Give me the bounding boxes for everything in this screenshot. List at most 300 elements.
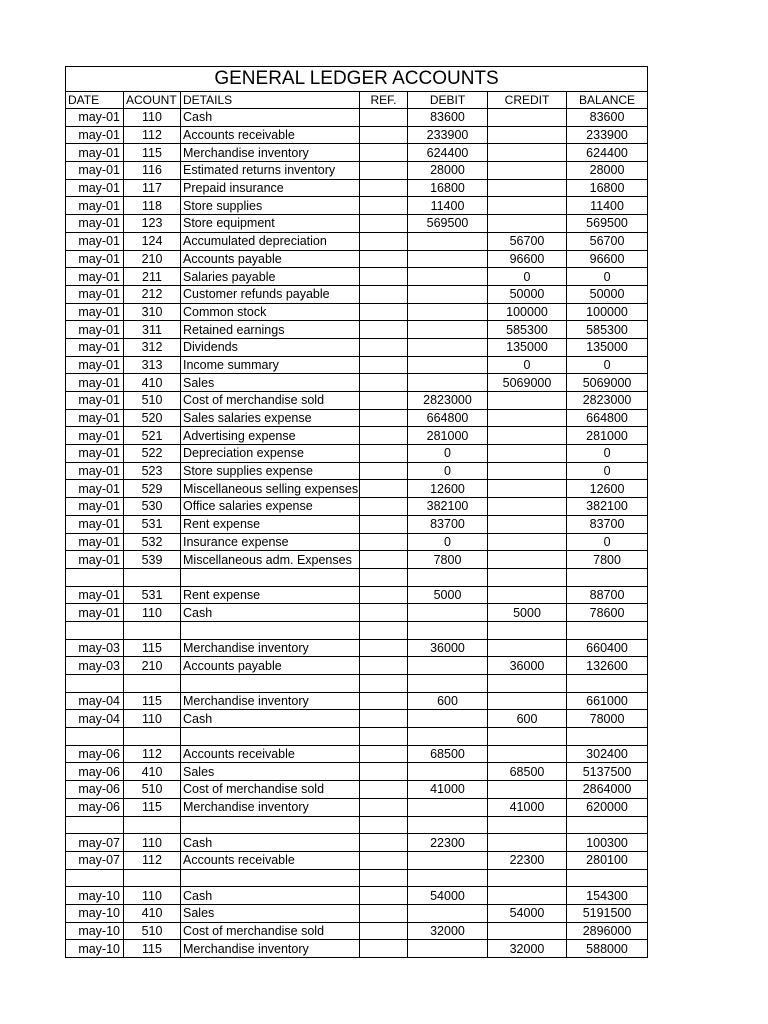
- empty-cell: [360, 675, 408, 693]
- row-account: 115: [124, 798, 181, 816]
- row-date: may-01: [66, 374, 124, 392]
- row-details: Cash: [181, 887, 360, 905]
- row-date: may-10: [66, 904, 124, 922]
- row-date: may-01: [66, 179, 124, 197]
- row-date: may-01: [66, 285, 124, 303]
- row-credit: [488, 834, 567, 852]
- row-debit: 664800: [408, 409, 488, 427]
- row-account: 110: [124, 109, 181, 127]
- row-date: may-01: [66, 604, 124, 622]
- ledger-row: [66, 533, 648, 551]
- empty-cell: [488, 621, 567, 639]
- row-balance: 83700: [567, 515, 648, 533]
- row-balance: 2823000: [567, 392, 648, 410]
- empty-cell: [567, 816, 648, 834]
- row-debit: [408, 904, 488, 922]
- row-credit: 36000: [488, 657, 567, 675]
- row-ref: [360, 515, 408, 533]
- ledger-row: [66, 462, 648, 480]
- row-date: may-01: [66, 338, 124, 356]
- row-account: 510: [124, 922, 181, 940]
- row-ref: [360, 427, 408, 445]
- ledger-row: [66, 179, 648, 197]
- ledger-row: [66, 639, 648, 657]
- empty-cell: [408, 568, 488, 586]
- row-balance: 0: [567, 533, 648, 551]
- row-credit: [488, 162, 567, 180]
- row-credit: 54000: [488, 904, 567, 922]
- row-details: Miscellaneous selling expenses: [181, 480, 360, 498]
- ledger-row: [66, 887, 648, 905]
- row-credit: [488, 551, 567, 569]
- ledger-row: [66, 374, 648, 392]
- row-details: Rent expense: [181, 586, 360, 604]
- row-debit: 83600: [408, 109, 488, 127]
- column-header-balance: BALANCE: [567, 92, 648, 109]
- row-account: 410: [124, 904, 181, 922]
- empty-cell: [567, 675, 648, 693]
- row-credit: [488, 445, 567, 463]
- row-ref: [360, 392, 408, 410]
- row-ref: [360, 710, 408, 728]
- row-balance: 281000: [567, 427, 648, 445]
- row-details: Cost of merchandise sold: [181, 392, 360, 410]
- row-date: may-03: [66, 657, 124, 675]
- row-account: 115: [124, 639, 181, 657]
- row-credit: [488, 586, 567, 604]
- row-details: Store supplies expense: [181, 462, 360, 480]
- row-details: Merchandise inventory: [181, 798, 360, 816]
- row-date: may-01: [66, 498, 124, 516]
- row-credit: [488, 144, 567, 162]
- row-credit: 56700: [488, 232, 567, 250]
- empty-cell: [181, 869, 360, 887]
- row-account: 123: [124, 215, 181, 233]
- empty-cell: [408, 869, 488, 887]
- empty-cell: [360, 816, 408, 834]
- row-date: may-01: [66, 533, 124, 551]
- row-ref: [360, 498, 408, 516]
- row-debit: [408, 763, 488, 781]
- empty-cell: [567, 568, 648, 586]
- row-account: 510: [124, 392, 181, 410]
- row-date: may-01: [66, 586, 124, 604]
- row-account: 529: [124, 480, 181, 498]
- row-ref: [360, 798, 408, 816]
- ledger-table: [65, 66, 648, 958]
- row-credit: 5000: [488, 604, 567, 622]
- empty-cell: [360, 621, 408, 639]
- row-details: Merchandise inventory: [181, 940, 360, 958]
- row-details: Miscellaneous adm. Expenses: [181, 551, 360, 569]
- row-credit: [488, 179, 567, 197]
- row-credit: 50000: [488, 285, 567, 303]
- row-debit: 624400: [408, 144, 488, 162]
- row-details: Estimated returns inventory: [181, 162, 360, 180]
- row-balance: 154300: [567, 887, 648, 905]
- empty-cell: [488, 675, 567, 693]
- row-date: may-01: [66, 551, 124, 569]
- ledger-row: [66, 144, 648, 162]
- row-debit: [408, 285, 488, 303]
- ledger-row: [66, 162, 648, 180]
- row-date: may-06: [66, 745, 124, 763]
- row-date: may-06: [66, 763, 124, 781]
- row-debit: 83700: [408, 515, 488, 533]
- row-credit: [488, 639, 567, 657]
- row-details: Customer refunds payable: [181, 285, 360, 303]
- row-balance: 78000: [567, 710, 648, 728]
- row-date: may-01: [66, 109, 124, 127]
- row-date: may-01: [66, 303, 124, 321]
- row-account: 210: [124, 657, 181, 675]
- row-ref: [360, 126, 408, 144]
- row-details: Cost of merchandise sold: [181, 781, 360, 799]
- row-credit: 0: [488, 356, 567, 374]
- row-ref: [360, 321, 408, 339]
- row-balance: 78600: [567, 604, 648, 622]
- ledger-row: [66, 338, 648, 356]
- row-account: 410: [124, 374, 181, 392]
- row-balance: 660400: [567, 639, 648, 657]
- row-account: 110: [124, 710, 181, 728]
- ledger-row: [66, 215, 648, 233]
- row-debit: 11400: [408, 197, 488, 215]
- row-account: 115: [124, 144, 181, 162]
- row-account: 117: [124, 179, 181, 197]
- row-date: may-01: [66, 268, 124, 286]
- row-ref: [360, 692, 408, 710]
- row-account: 115: [124, 692, 181, 710]
- row-details: Store equipment: [181, 215, 360, 233]
- row-balance: 382100: [567, 498, 648, 516]
- column-header-details: DETAILS: [181, 92, 360, 109]
- row-date: may-06: [66, 781, 124, 799]
- empty-cell: [488, 568, 567, 586]
- row-details: Common stock: [181, 303, 360, 321]
- row-ref: [360, 657, 408, 675]
- row-balance: 11400: [567, 197, 648, 215]
- row-account: 410: [124, 763, 181, 781]
- row-date: may-01: [66, 409, 124, 427]
- row-account: 510: [124, 781, 181, 799]
- row-credit: 22300: [488, 851, 567, 869]
- row-details: Merchandise inventory: [181, 639, 360, 657]
- row-details: Salaries payable: [181, 268, 360, 286]
- ledger-row: [66, 657, 648, 675]
- ledger-row: [66, 498, 648, 516]
- row-details: Insurance expense: [181, 533, 360, 551]
- row-details: Sales: [181, 904, 360, 922]
- row-balance: 88700: [567, 586, 648, 604]
- ledger-row: [66, 904, 648, 922]
- row-details: Accounts receivable: [181, 745, 360, 763]
- row-ref: [360, 232, 408, 250]
- empty-cell: [488, 728, 567, 746]
- row-credit: [488, 197, 567, 215]
- row-balance: 620000: [567, 798, 648, 816]
- row-ref: [360, 604, 408, 622]
- ledger-row: [66, 515, 648, 533]
- ledger-row: [66, 392, 648, 410]
- row-balance: 302400: [567, 745, 648, 763]
- ledger-row: [66, 109, 648, 127]
- row-details: Accounts receivable: [181, 851, 360, 869]
- row-credit: [488, 480, 567, 498]
- row-date: may-07: [66, 851, 124, 869]
- row-ref: [360, 338, 408, 356]
- row-balance: 83600: [567, 109, 648, 127]
- row-balance: 233900: [567, 126, 648, 144]
- empty-cell: [181, 621, 360, 639]
- row-credit: [488, 427, 567, 445]
- row-credit: 96600: [488, 250, 567, 268]
- empty-cell: [360, 728, 408, 746]
- row-date: may-06: [66, 798, 124, 816]
- empty-cell: [181, 568, 360, 586]
- empty-cell: [181, 728, 360, 746]
- row-debit: [408, 338, 488, 356]
- row-account: 110: [124, 834, 181, 852]
- row-debit: [408, 657, 488, 675]
- row-credit: 585300: [488, 321, 567, 339]
- ledger-row: [66, 851, 648, 869]
- row-debit: 382100: [408, 498, 488, 516]
- row-date: may-01: [66, 215, 124, 233]
- empty-cell: [408, 675, 488, 693]
- row-account: 520: [124, 409, 181, 427]
- row-ref: [360, 144, 408, 162]
- row-details: Merchandise inventory: [181, 144, 360, 162]
- row-balance: 280100: [567, 851, 648, 869]
- empty-cell: [66, 675, 124, 693]
- row-credit: [488, 126, 567, 144]
- row-credit: [488, 498, 567, 516]
- ledger-row: [66, 692, 648, 710]
- row-balance: 28000: [567, 162, 648, 180]
- row-account: 124: [124, 232, 181, 250]
- column-header-ref: REF.: [360, 92, 408, 109]
- row-credit: [488, 887, 567, 905]
- row-details: Dividends: [181, 338, 360, 356]
- ledger-row: [66, 710, 648, 728]
- empty-cell: [408, 728, 488, 746]
- row-ref: [360, 285, 408, 303]
- row-account: 110: [124, 604, 181, 622]
- empty-cell: [124, 816, 181, 834]
- blank-row: [66, 728, 648, 746]
- row-account: 110: [124, 887, 181, 905]
- row-details: Prepaid insurance: [181, 179, 360, 197]
- row-ref: [360, 940, 408, 958]
- row-ref: [360, 763, 408, 781]
- row-debit: [408, 798, 488, 816]
- row-date: may-01: [66, 250, 124, 268]
- row-details: Retained earnings: [181, 321, 360, 339]
- ledger-row: [66, 763, 648, 781]
- empty-cell: [360, 568, 408, 586]
- blank-row: [66, 675, 648, 693]
- row-ref: [360, 445, 408, 463]
- row-balance: 5191500: [567, 904, 648, 922]
- row-debit: 2823000: [408, 392, 488, 410]
- row-ref: [360, 586, 408, 604]
- empty-cell: [488, 869, 567, 887]
- row-balance: 100300: [567, 834, 648, 852]
- row-debit: 7800: [408, 551, 488, 569]
- row-debit: 233900: [408, 126, 488, 144]
- row-balance: 624400: [567, 144, 648, 162]
- row-credit: 135000: [488, 338, 567, 356]
- column-header-account: ACOUNT: [124, 92, 181, 109]
- row-details: Sales salaries expense: [181, 409, 360, 427]
- row-debit: [408, 268, 488, 286]
- row-credit: 5069000: [488, 374, 567, 392]
- row-details: Office salaries expense: [181, 498, 360, 516]
- row-account: 211: [124, 268, 181, 286]
- row-account: 312: [124, 338, 181, 356]
- row-ref: [360, 922, 408, 940]
- empty-cell: [124, 621, 181, 639]
- row-ref: [360, 109, 408, 127]
- row-credit: [488, 392, 567, 410]
- row-balance: 664800: [567, 409, 648, 427]
- row-debit: 54000: [408, 887, 488, 905]
- row-credit: [488, 922, 567, 940]
- row-credit: 0: [488, 268, 567, 286]
- row-debit: [408, 321, 488, 339]
- row-credit: [488, 533, 567, 551]
- row-details: Advertising expense: [181, 427, 360, 445]
- row-account: 311: [124, 321, 181, 339]
- row-date: may-04: [66, 692, 124, 710]
- row-details: Depreciation expense: [181, 445, 360, 463]
- ledger-row: [66, 834, 648, 852]
- row-account: 210: [124, 250, 181, 268]
- row-credit: 100000: [488, 303, 567, 321]
- ledger-row: [66, 745, 648, 763]
- row-date: may-10: [66, 940, 124, 958]
- row-date: may-07: [66, 834, 124, 852]
- row-debit: [408, 250, 488, 268]
- ledger-row: [66, 321, 648, 339]
- row-ref: [360, 409, 408, 427]
- empty-cell: [124, 675, 181, 693]
- row-balance: 0: [567, 268, 648, 286]
- row-account: 313: [124, 356, 181, 374]
- row-balance: 0: [567, 356, 648, 374]
- row-details: Cash: [181, 604, 360, 622]
- row-details: Store supplies: [181, 197, 360, 215]
- row-ref: [360, 215, 408, 233]
- row-details: Accumulated depreciation: [181, 232, 360, 250]
- row-account: 112: [124, 745, 181, 763]
- row-debit: 28000: [408, 162, 488, 180]
- row-credit: [488, 745, 567, 763]
- row-details: Accounts payable: [181, 250, 360, 268]
- row-date: may-10: [66, 922, 124, 940]
- row-details: Rent expense: [181, 515, 360, 533]
- row-date: may-04: [66, 710, 124, 728]
- row-credit: 32000: [488, 940, 567, 958]
- row-ref: [360, 268, 408, 286]
- row-ref: [360, 179, 408, 197]
- row-ref: [360, 851, 408, 869]
- row-details: Income summary: [181, 356, 360, 374]
- row-details: Cash: [181, 834, 360, 852]
- row-credit: [488, 215, 567, 233]
- row-details: Cost of merchandise sold: [181, 922, 360, 940]
- row-date: may-01: [66, 515, 124, 533]
- row-credit: 68500: [488, 763, 567, 781]
- empty-cell: [124, 568, 181, 586]
- row-account: 523: [124, 462, 181, 480]
- row-ref: [360, 781, 408, 799]
- empty-cell: [66, 568, 124, 586]
- row-details: Cash: [181, 109, 360, 127]
- row-debit: [408, 604, 488, 622]
- ledger-row: [66, 551, 648, 569]
- ledger-row: [66, 427, 648, 445]
- column-header-credit: CREDIT: [488, 92, 567, 109]
- empty-cell: [360, 869, 408, 887]
- row-balance: 56700: [567, 232, 648, 250]
- row-balance: 2896000: [567, 922, 648, 940]
- row-debit: 36000: [408, 639, 488, 657]
- row-ref: [360, 197, 408, 215]
- row-balance: 5069000: [567, 374, 648, 392]
- row-account: 521: [124, 427, 181, 445]
- row-account: 212: [124, 285, 181, 303]
- row-account: 530: [124, 498, 181, 516]
- row-credit: [488, 109, 567, 127]
- row-debit: [408, 232, 488, 250]
- row-balance: 5137500: [567, 763, 648, 781]
- ledger-row: [66, 445, 648, 463]
- row-date: may-01: [66, 356, 124, 374]
- row-debit: [408, 710, 488, 728]
- row-ref: [360, 462, 408, 480]
- row-debit: 16800: [408, 179, 488, 197]
- row-details: Accounts payable: [181, 657, 360, 675]
- row-debit: 600: [408, 692, 488, 710]
- row-debit: 12600: [408, 480, 488, 498]
- empty-cell: [488, 816, 567, 834]
- row-credit: [488, 515, 567, 533]
- row-date: may-03: [66, 639, 124, 657]
- row-debit: [408, 356, 488, 374]
- empty-cell: [408, 621, 488, 639]
- empty-cell: [124, 869, 181, 887]
- row-balance: 588000: [567, 940, 648, 958]
- row-balance: 661000: [567, 692, 648, 710]
- row-account: 115: [124, 940, 181, 958]
- ledger-sheet: [65, 66, 647, 958]
- row-ref: [360, 533, 408, 551]
- row-account: 522: [124, 445, 181, 463]
- row-debit: 0: [408, 533, 488, 551]
- row-date: may-10: [66, 887, 124, 905]
- row-credit: [488, 409, 567, 427]
- empty-cell: [66, 728, 124, 746]
- ledger-row: [66, 250, 648, 268]
- empty-cell: [567, 869, 648, 887]
- row-ref: [360, 551, 408, 569]
- row-date: may-01: [66, 427, 124, 445]
- row-balance: 96600: [567, 250, 648, 268]
- row-credit: [488, 462, 567, 480]
- row-debit: 41000: [408, 781, 488, 799]
